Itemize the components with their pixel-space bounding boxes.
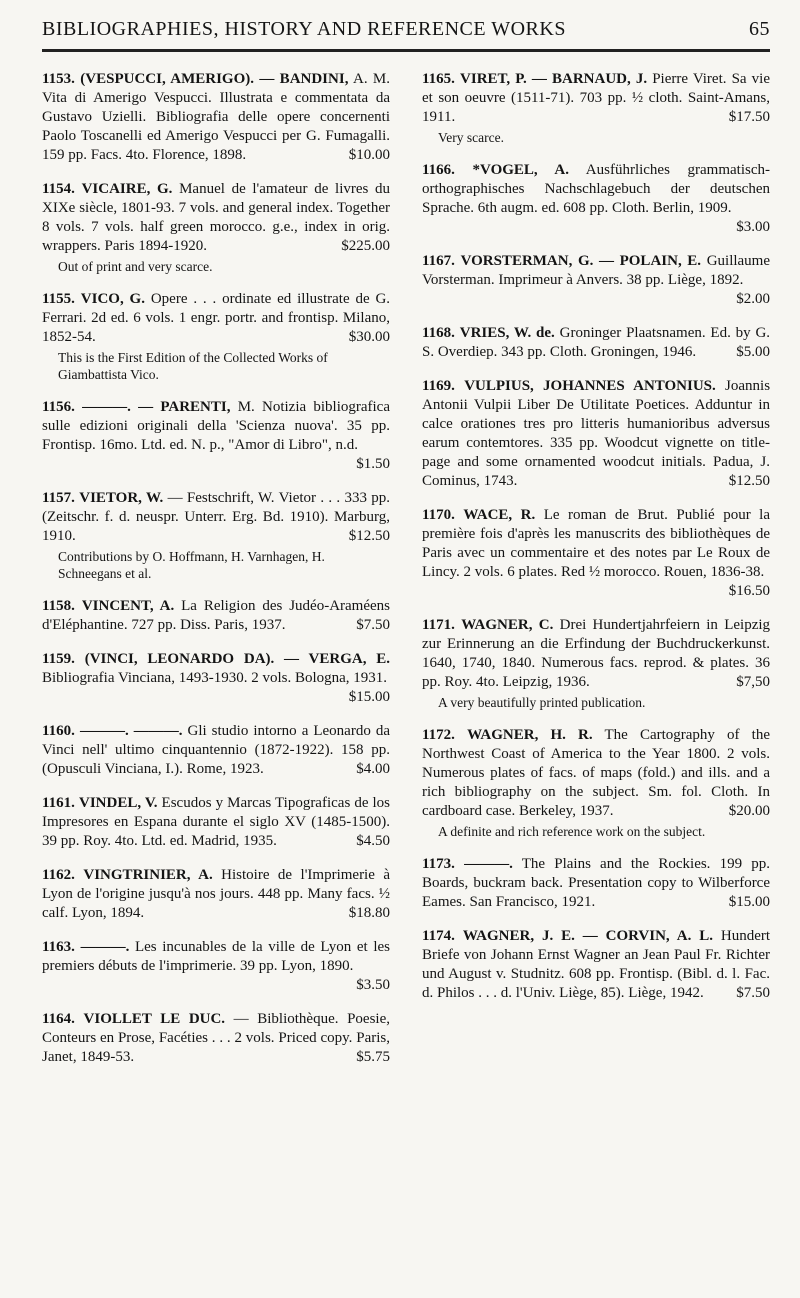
entry-body xyxy=(42,938,390,995)
entry-number: 1174. xyxy=(422,928,455,944)
entry-description: Guillaume Vorsterman. Imprimeur à Anvers. 38 pp. Liège, 1892. xyxy=(422,253,771,288)
entry-description: Groninger Plaatsnamen. Ed. by G. S. Overdiep. 343 pp. Cloth. Groningen, 1946. xyxy=(422,325,771,360)
entry-heading: VIRET, P. — BARNAUD, J. xyxy=(460,71,648,87)
entry-heading: (VINCI, LEONARDO DA). — VERGA, E. xyxy=(84,651,391,667)
entry-price: $3.00 xyxy=(736,219,770,235)
entry-price: $20.00 xyxy=(728,803,770,819)
entry-description: The Plains and the Rockies. 199 pp. Boards, buckram back. Presentation copy to Wilberforce Eames. San Francisco, 1921. xyxy=(422,856,770,910)
entry-description: Hundert Briefe von Johann Ernst Wagner an Jean Paul Fr. Richter und August v. Studnitz. 608 pp. Frontisp. (Bibl. d. l. Fac. d. Philos . . . d. l'Univ. Liège, 85). Liège, 1942. xyxy=(422,928,771,1001)
entry-body xyxy=(42,794,390,851)
entry-price: $7.50 xyxy=(356,617,390,633)
entry-price: $2.00 xyxy=(736,291,770,307)
entry-heading: VRIES, W. de. xyxy=(459,325,555,341)
entry-note: Out of print and very scarce. xyxy=(58,259,213,274)
entry-heading: VINDEL, V. xyxy=(78,795,158,811)
entry-heading: *VOGEL, A. xyxy=(472,162,570,178)
entry-price: $18.80 xyxy=(348,905,390,921)
catalog-entry xyxy=(42,866,390,923)
entry-body xyxy=(42,398,390,474)
catalog-entry xyxy=(422,377,770,491)
catalog-entry xyxy=(422,506,770,601)
entry-body xyxy=(42,489,390,546)
entry-body xyxy=(42,722,390,779)
catalog-entry xyxy=(42,794,390,851)
right-column xyxy=(422,70,770,1082)
entry-note: This is the First Edition of the Collected Works of Giambattista Vico. xyxy=(58,350,328,382)
entry-description: Gli studio intorno a Leonardo da Vinci nell' ultimo cinquantennio (1872-1922). 158 pp. (Opusculi Vinciana, I.). Rome, 1923. xyxy=(42,723,391,777)
catalog-entry xyxy=(42,290,390,383)
catalog-entry xyxy=(422,855,770,912)
entry-heading: VICO, G. xyxy=(80,291,145,307)
left-column xyxy=(42,70,390,1082)
entry-price: $7,50 xyxy=(736,674,770,690)
entry-heading: ———. xyxy=(464,856,513,872)
entry-description: Histoire de l'Imprimerie à Lyon de l'origine jusqu'à nos jours. 448 pp. Many facs. ½ calf. Lyon, 1894. xyxy=(42,867,390,921)
entry-heading: WAGNER, J. E. — CORVIN, A. L. xyxy=(462,928,713,944)
page-number: 65 xyxy=(749,18,770,40)
entry-number: 1153. xyxy=(42,71,75,87)
entry-body xyxy=(42,597,390,635)
entry-description: — Bibliothèque. Poesie, Conteurs en Prose, Facéties . . . 2 vols. Priced copy. Paris, Janet, 1849-53. xyxy=(42,1011,390,1065)
entry-price: $4.00 xyxy=(356,761,390,777)
entry-description: La Religion des Judéo-Araméens d'Eléphantine. 727 pp. Diss. Paris, 1937. xyxy=(42,598,391,633)
entry-number: 1169. xyxy=(422,378,455,394)
entry-price: $10.00 xyxy=(348,147,390,163)
entry-number: 1160. xyxy=(42,723,75,739)
entry-number: 1167. xyxy=(422,253,455,269)
entry-heading: WACE, R. xyxy=(463,507,536,523)
catalog-entry xyxy=(422,161,770,237)
catalog-entry xyxy=(42,398,390,474)
entry-description: The Cartography of the Northwest Coast of America to the Year 1800. 2 vols. Numerous plates of facs. of maps (fold.) and ills. and a rich bibliography on the subject. Sm. fol. Cloth. In cardboard case. Berkeley, 1937. xyxy=(422,727,771,819)
entry-description: Drei Hundertjahrfeiern in Leipzig zur Erinnerung an die Erfindung der Buchdruckerkunst. 1640, 1740, 1840. Numerous facs. reprod. & plates. 36 pp. Roy. 4to. Leipzig, 1936. xyxy=(422,617,771,690)
entry-note: Very scarce. xyxy=(438,130,504,145)
entry-body xyxy=(422,252,770,309)
entry-description: Escudos y Marcas Tipograficas de los Impresores en Espana durante el siglo XV (1485-1500). 39 pp. Roy. 4to. Ltd. ed. Madrid, 1935. xyxy=(42,795,391,849)
entry-number: 1170. xyxy=(422,507,455,523)
entry-number: 1156. xyxy=(42,399,75,415)
entry-price: $15.00 xyxy=(728,894,770,910)
entry-number: 1164. xyxy=(42,1011,75,1027)
entry-heading: VIETOR, W. xyxy=(79,490,164,506)
entry-heading: ———. — PARENTI, xyxy=(82,399,231,415)
catalog-entry xyxy=(42,489,390,582)
entry-description: Les incunables de la ville de Lyon et les premiers débuts de l'imprimerie. 39 pp. Lyon, 1890. xyxy=(42,939,390,974)
entry-heading: VINGTRINIER, A. xyxy=(83,867,213,883)
entry-price: $7.50 xyxy=(736,985,770,1001)
entry-number: 1172. xyxy=(422,727,455,743)
entry-price: $5.00 xyxy=(736,344,770,360)
entry-number: 1154. xyxy=(42,181,75,197)
entry-body xyxy=(422,616,770,692)
entry-number: 1168. xyxy=(422,325,455,341)
entry-number: 1163. xyxy=(42,939,75,955)
entry-note: A very beautifully printed publication. xyxy=(438,695,646,710)
entry-description: Manuel de l'amateur de livres du XIXe siècle, 1801-93. 7 vols. and general index. Together 8 vols. 7 vols. half green morocco. g.e., index in orig. wrappers. Paris 1894-1920. xyxy=(42,181,390,254)
entry-body xyxy=(42,1010,390,1067)
entry-description: Pierre Viret. Sa vie et son oeuvre (1511-71). 703 pp. ½ cloth. Saint-Amans, 1911. xyxy=(422,71,771,125)
entry-number: 1173. xyxy=(422,856,455,872)
entry-description: — Festschrift, W. Vietor . . . 333 pp. (Zeitschr. f. d. neuspr. Unterr. Erg. Bd. 1910). Marburg, 1910. xyxy=(42,490,391,544)
entry-heading: VULPIUS, JOHANNES ANTONIUS. xyxy=(464,378,716,394)
entry-description: Ausführliches grammatisch-orthographisches Nachschlagebuch der deutschen Sprache. 6th augm. ed. 608 pp. Cloth. Berlin, 1909. xyxy=(422,162,770,216)
entry-body xyxy=(422,324,770,362)
entry-heading: ———. ———. xyxy=(79,723,183,739)
entry-columns xyxy=(42,70,770,1082)
entry-number: 1159. xyxy=(42,651,75,667)
entry-number: 1162. xyxy=(42,867,75,883)
entry-heading: WAGNER, C. xyxy=(461,617,554,633)
entry-price: $225.00 xyxy=(341,238,390,254)
entry-price: $30.00 xyxy=(348,329,390,345)
entry-body xyxy=(42,866,390,923)
entry-number: 1171. xyxy=(422,617,455,633)
catalog-entry xyxy=(422,616,770,711)
entry-number: 1165. xyxy=(422,71,455,87)
entry-body xyxy=(42,290,390,347)
catalog-entry xyxy=(422,927,770,1003)
catalog-entry xyxy=(422,70,770,146)
catalog-entry xyxy=(422,324,770,362)
entry-body xyxy=(42,180,390,256)
entry-body xyxy=(42,650,390,707)
entry-note: A definite and rich reference work on the subject. xyxy=(438,824,706,839)
entry-note: Contributions by O. Hoffmann, H. Varnhagen, H. Schneegans et al. xyxy=(58,549,325,581)
entry-heading: ———. xyxy=(80,939,130,955)
entry-number: 1161. xyxy=(42,795,75,811)
catalog-entry xyxy=(42,180,390,275)
entry-price: $12.50 xyxy=(348,528,390,544)
entry-description: Opere . . . ordinate ed illustrate de G. Ferrari. 2d ed. 6 vols. 1 engr. portr. and frontisp. Milano, 1852-54. xyxy=(42,291,391,345)
running-title: BIBLIOGRAPHIES, HISTORY AND REFERENCE WORKS xyxy=(42,18,566,40)
entry-heading: VICAIRE, G. xyxy=(81,181,173,197)
entry-number: 1157. xyxy=(42,490,75,506)
entry-price: $5.75 xyxy=(356,1049,390,1065)
page-header xyxy=(42,18,770,52)
entry-price: $17.50 xyxy=(728,109,770,125)
entry-description: Joannis Antonii Vulpii Liber De Utilitate Poetices. Adduntur in calce orationes tres pro litteris humanioribus adversus earum contemtores. 335 pp. Woodcut vignette on title-page and some ornamented woodcut initials. Padua, J. Cominus, 1743. xyxy=(422,378,771,489)
catalog-entry xyxy=(42,597,390,635)
catalog-entry xyxy=(422,252,770,309)
entry-heading: VIOLLET LE DUC. xyxy=(83,1011,226,1027)
entry-number: 1155. xyxy=(42,291,75,307)
entry-body xyxy=(422,161,770,237)
entry-body xyxy=(422,70,770,127)
entry-price: $12.50 xyxy=(728,473,770,489)
catalog-entry xyxy=(42,938,390,995)
entry-body xyxy=(422,506,770,601)
entry-price: $1.50 xyxy=(356,456,390,472)
entry-price: $4.50 xyxy=(356,833,390,849)
entry-number: 1166. xyxy=(422,162,455,178)
entry-description: Le roman de Brut. Publié pour la première fois d'après les manuscrits des bibliothèques de Paris avec un commentaire et des notes par Le Roux de Lincy. 2 vols. 6 plates. Red ½ morocco. Rouen, 1836-38. xyxy=(422,507,771,580)
entry-description: Bibliografia Vinciana, 1493-1930. 2 vols. Bologna, 1931. xyxy=(42,670,388,686)
catalog-entry xyxy=(422,726,770,840)
entry-body xyxy=(42,70,390,165)
catalog-entry xyxy=(42,70,390,165)
entry-heading: WAGNER, H. R. xyxy=(467,727,593,743)
entry-price: $15.00 xyxy=(348,689,390,705)
entry-heading: VINCENT, A. xyxy=(81,598,175,614)
catalog-entry xyxy=(42,1010,390,1067)
entry-description: A. M. Vita di Amerigo Vespucci. Illustrata e commentata da Gustavo Uzielli. Bibliografia delle opere concernenti Paolo Toscanelli ed Amerigo Vespucci per G. Fumagalli. 159 pp. Facs. 4to. Florence, 1898. xyxy=(42,71,391,163)
catalog-entry xyxy=(42,650,390,707)
entry-description: M. Notizia bibliografica sulle edizioni originali della 'Scienza nuova'. 35 pp. Frontisp. 16mo. Ltd. ed. N. p., "Amor di Libro", n.d. xyxy=(42,399,391,453)
entry-heading: VORSTERMAN, G. — POLAIN, E. xyxy=(460,253,702,269)
entry-body xyxy=(422,726,770,821)
entry-body xyxy=(422,855,770,912)
entry-price: $3.50 xyxy=(356,977,390,993)
entry-price: $16.50 xyxy=(728,583,770,599)
entry-heading: (VESPUCCI, AMERIGO). — BANDINI, xyxy=(80,71,349,87)
entry-body xyxy=(422,377,770,491)
catalog-entry xyxy=(42,722,390,779)
entry-body xyxy=(422,927,770,1003)
entry-number: 1158. xyxy=(42,598,75,614)
